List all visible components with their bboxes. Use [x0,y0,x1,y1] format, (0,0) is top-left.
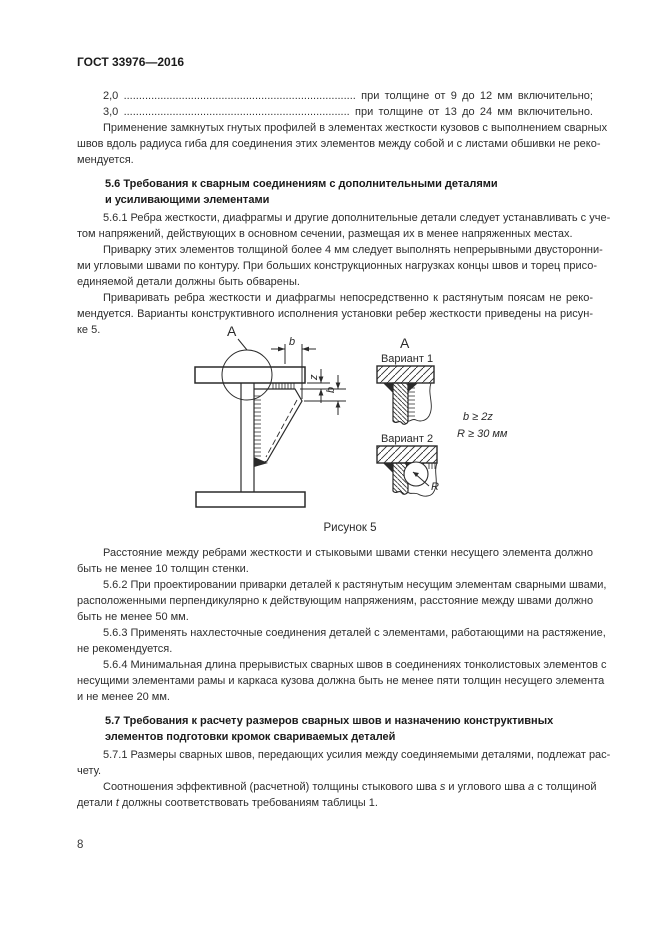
variant1-label: Вариант 1 [380,353,434,365]
dim-b-side-label: b [325,386,337,393]
text-line: Приваривать ребра жесткости и диафрагмы непосредственно к растянутым поясам не реко- [103,292,593,304]
text-line: элементов подготовки кромок свариваемых деталей [105,731,396,743]
dim-b-top-label: b [289,336,296,348]
paragraph [77,104,593,120]
detail-a-label: А [400,335,410,351]
text-line: несущими элементами рамы и каркаса кузова должна быть не менее пяти толщин несущего элемента [77,675,605,687]
text-line: Применение замкнутых гнутых профилей в элементах жесткости кузовов с выполнением сварных [103,122,608,134]
paragraph [77,88,593,104]
text-segment: Соотношения эффективной (расчетной) толщины стыкового шва [103,781,440,793]
stiffener-rib [254,389,302,465]
paragraph [77,210,611,242]
text-line: быть не менее 10 толщин стенки. [77,563,249,575]
text-line: 5.6.3 Применять нахлесточные соединения деталей с элементами, работающими на растяжение, [103,627,606,639]
detail-a-variant2 [377,446,437,496]
text-line [77,795,593,811]
paragraph [77,120,608,168]
text-line: и не менее 20 мм. [77,691,170,703]
section-heading [105,176,593,208]
italic-symbol: а [528,781,535,793]
text-line: ке 5. [77,324,101,336]
text-line: 5.6.4 Минимальная длина прерывистых сварных швов в соединениях тонколистовых элементов с [103,659,607,671]
dimension-b-side [304,375,346,415]
figure-caption: Рисунок 5 [323,522,377,534]
paragraph [77,625,606,657]
paragraph [77,242,603,290]
paragraph [77,657,607,705]
figure-note-b: b ≥ 2z [463,411,493,423]
text-line [77,779,597,795]
text-line: 3,0 .......................................................................... при толщине от 13 до 24 мм включительно. [103,106,593,118]
rib-dashed-line [266,400,297,457]
callout-label: А [227,323,237,339]
text-line: единяемой детали должны быть обварены. [77,276,300,288]
italic-symbol: s [439,781,446,793]
top-flange [195,367,305,383]
variant2-label: Вариант 2 [380,433,434,445]
paragraph [77,577,607,625]
text-line: чету. [77,765,102,777]
text-line: швов вдоль радиуса гиба для соединения этих элементов между собой и с листами обшивки не реко- [77,138,601,150]
text-segment: с толщиной [534,781,597,793]
paragraph [77,545,593,577]
dim-z-label: z [308,374,320,380]
text-line: 5.7.1 Размеры сварных швов, передающих усилия между соединяемыми деталями, подлежат рас- [103,749,611,761]
text-segment: детали [77,797,116,809]
page-number: 8 [77,839,84,851]
paragraph [77,747,611,779]
text-line: Расстояние между ребрами жесткости и стыковыми швами стенки несущего элемента должно [103,547,593,559]
text-line: 5.6 Требования к сварным соединениям с дополнительными деталями [105,178,498,190]
text-segment: должны соответствовать требованиям таблицы 1. [118,797,378,809]
paragraph [77,779,597,811]
text-line: ми угловыми швами по контуру. При больших конструкционных нагрузках концы швов и торец присо- [77,260,598,272]
text-line: и усиливающими элементами [105,194,270,206]
text-line: расположенными перпендикулярно к действующим напряжениям, расстояние между швами должно [77,595,594,607]
italic-symbol: t [115,797,119,809]
text-line: 5.7 Требования к расчету размеров сварных швов и назначению конструктивных [105,715,554,727]
text-line: 5.6.1 Ребра жесткости, диафрагмы и другие дополнительные детали следует устанавливать с уче- [103,212,611,224]
text-line: том напряжений, действующих в основном сечении, размещая их в менее напряженных местах. [77,228,573,240]
radius-label: R [431,481,439,493]
text-segment: и углового шва [445,781,529,793]
text-line: 5.6.2 При проектировании приварки деталей к растянутым несущим элементам сварными швами, [103,579,607,591]
weld-comb-web [254,396,261,456]
figure-drawing [150,312,570,540]
text-line: Приварку этих элементов толщиной более 4 мм следует выполнять непрерывными двусторонни- [103,244,603,256]
text-line: мендуется. Варианты конструктивного исполнения установки ребер жесткости приведены на рисун- [77,308,593,320]
standard-number: ГОСТ 33976—2016 [77,55,185,69]
section-heading [105,713,593,745]
ibeam-drawing [195,339,346,507]
text-line: мендуется. [77,154,134,166]
bottom-flange [196,492,305,507]
figure-note-r: R ≥ 30 мм [457,428,508,440]
weld-comb-flange [273,383,294,389]
detail-a-variant1 [377,366,434,424]
text-line: 2,0 ............................................................................ при толщине от 9 до 12 мм включительно; [103,90,593,102]
text-line: не рекомендуется. [77,643,173,655]
text-line: быть не менее 50 мм. [77,611,189,623]
callout-leader [238,339,247,350]
